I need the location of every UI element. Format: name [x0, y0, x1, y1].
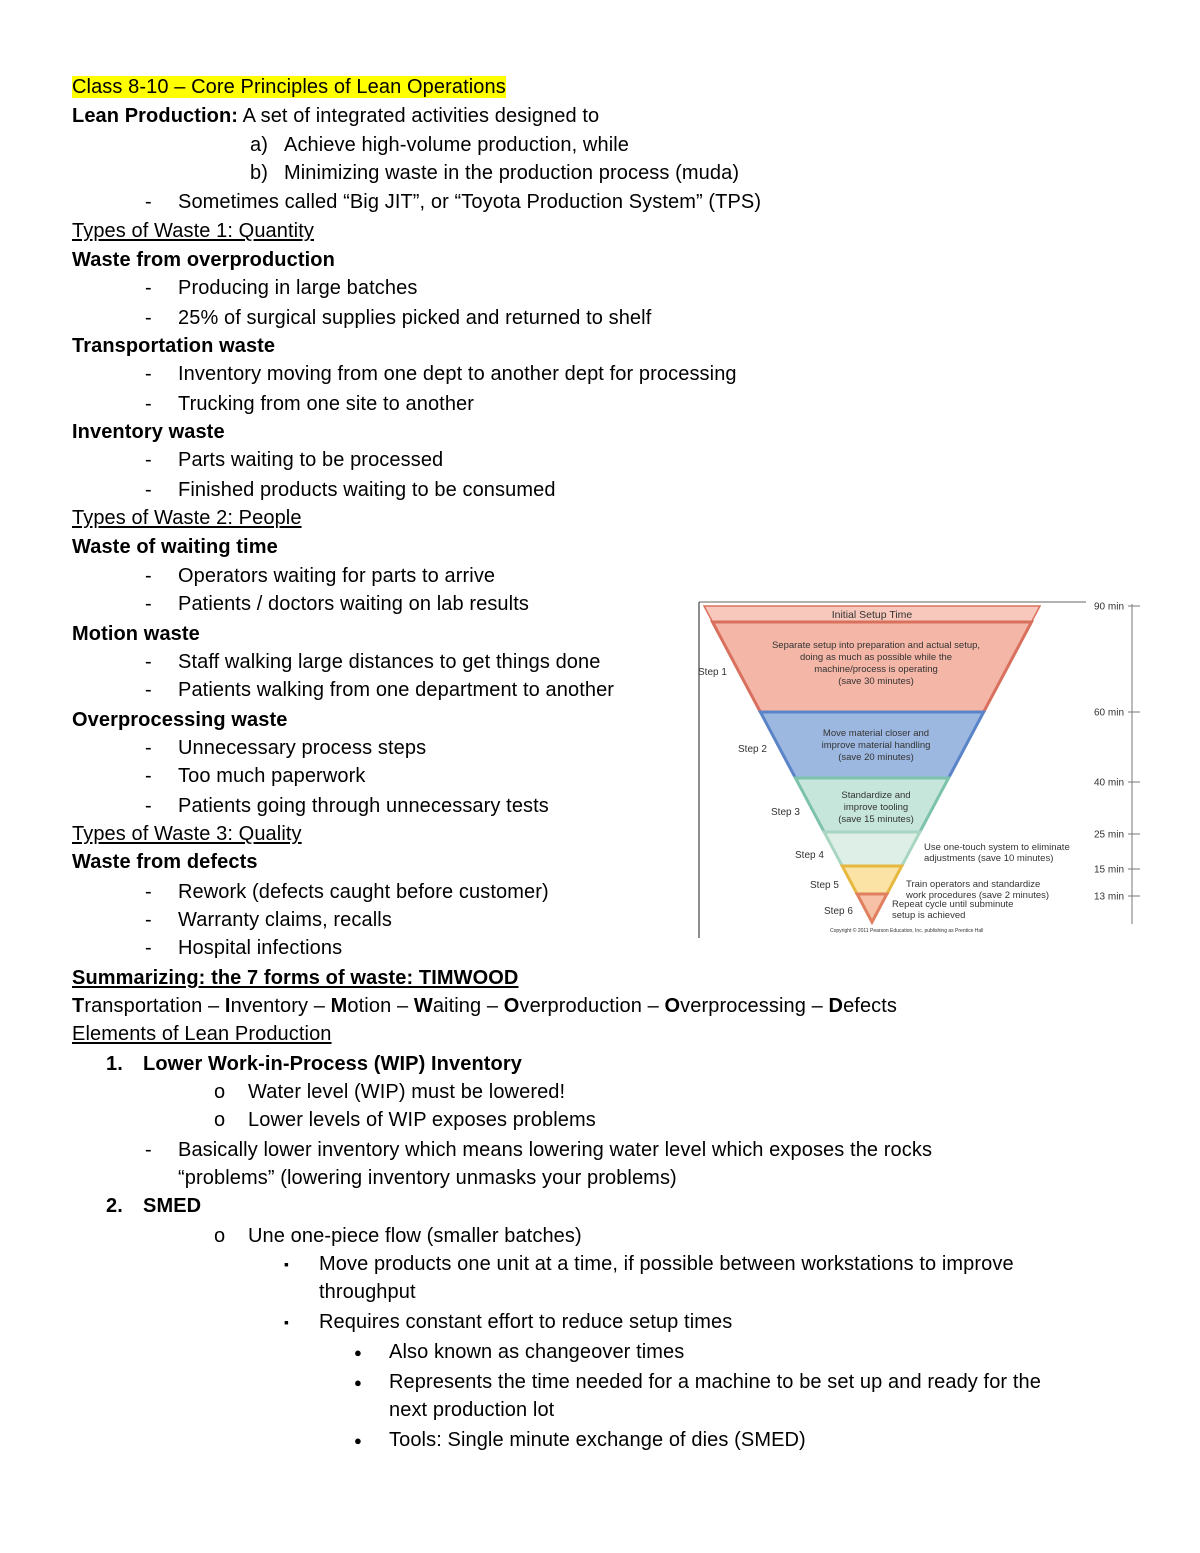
- timwood-separator: –: [202, 995, 225, 1017]
- timwood-initial: W: [413, 995, 433, 1017]
- timwood-separator: –: [481, 995, 504, 1017]
- lean-label: Lean Production:: [72, 105, 239, 127]
- dash-marker: -: [145, 307, 152, 329]
- timwood-initial: O: [664, 995, 681, 1017]
- dash-marker: -: [145, 795, 152, 817]
- timwood-line: [72, 992, 897, 1021]
- timwood-separator: –: [308, 995, 331, 1017]
- timwood-rest: nventory: [230, 995, 309, 1017]
- timwood-word: [504, 995, 642, 1017]
- step-description: Standardize and: [841, 790, 911, 801]
- lean-definition-text: A set of integrated activities designed to: [238, 105, 600, 127]
- dash-marker: -: [145, 449, 152, 471]
- step-description: machine/process is operating: [814, 664, 938, 675]
- item-text: Parts waiting to be processed: [178, 449, 444, 471]
- step-description: improve tooling: [843, 802, 909, 813]
- timwood-rest: ransportation: [84, 995, 203, 1017]
- elements-heading: Elements of Lean Production: [72, 1023, 332, 1045]
- item-text: Producing in large batches: [178, 277, 418, 299]
- timwood-separator: –: [805, 995, 829, 1017]
- step-label: Step 6: [824, 906, 853, 917]
- dot-marker: ●: [354, 1433, 362, 1448]
- item-text: Operators waiting for parts to arrive: [178, 565, 496, 587]
- note-line: Basically lower inventory which means lowering water level which exposes the rocks: [178, 1139, 933, 1161]
- element-number: 1.: [106, 1053, 123, 1075]
- step-description: adjustments (save 10 minutes): [924, 853, 1054, 864]
- step-description: Move material closer and: [822, 728, 930, 739]
- item-text: Represents the time needed for a machine to be set up and ready for the: [389, 1371, 1041, 1393]
- item-text: 25% of surgical supplies picked and returned to shelf: [178, 307, 652, 329]
- timwood-word: [665, 995, 806, 1017]
- timwood-rest: aiting: [432, 995, 482, 1017]
- item-text: Also known as changeover times: [389, 1341, 685, 1363]
- dash-marker: -: [145, 651, 152, 673]
- item-text: Tools: Single minute exchange of dies (SMED): [389, 1429, 806, 1451]
- transportation-heading: Transportation waste: [72, 335, 276, 357]
- defects-heading: Waste from defects: [72, 851, 258, 873]
- time-label: 15 min: [1093, 864, 1124, 876]
- inventory-heading: Inventory waste: [72, 421, 225, 443]
- step-band: [857, 894, 887, 922]
- step-label: Step 5: [810, 880, 839, 891]
- step-description: Use one-touch system to eliminate: [924, 842, 1070, 853]
- circle-marker: o: [214, 1225, 226, 1247]
- summary-heading: Summarizing: the 7 forms of waste: TIMWOOD: [72, 967, 519, 989]
- types2-heading: Types of Waste 2: People: [72, 507, 302, 529]
- item-text: Patients / doctors waiting on lab results: [178, 593, 529, 615]
- step-band: [842, 866, 902, 894]
- item-text: Inventory moving from one dept to another dept for processing: [178, 363, 737, 385]
- step-description: work procedures (save 2 minutes): [906, 890, 1050, 901]
- square-marker: ▪: [284, 1314, 290, 1330]
- dash-marker: -: [145, 937, 152, 959]
- step-label: Step 1: [698, 667, 727, 678]
- motion-heading: Motion waste: [72, 623, 200, 645]
- item-text-cont: throughput: [319, 1281, 416, 1303]
- timwood-rest: verproduction: [519, 995, 642, 1017]
- document-title: [72, 73, 506, 102]
- dot-marker: ●: [354, 1375, 362, 1390]
- element-title: Lower Work-in-Process (WIP) Inventory: [143, 1053, 522, 1075]
- dot-marker: ●: [354, 1345, 362, 1360]
- item-text: Patients walking from one department to another: [178, 679, 615, 701]
- dash-marker: -: [145, 565, 152, 587]
- time-label: 60 min: [1093, 707, 1124, 719]
- overprocessing-heading: Overprocessing waste: [72, 709, 288, 731]
- step-band: [824, 832, 920, 866]
- item-marker: a): [250, 134, 268, 156]
- timwood-initial: O: [503, 995, 520, 1017]
- dash-marker: -: [145, 393, 152, 415]
- waiting-heading: Waste of waiting time: [72, 536, 278, 558]
- timwood-rest: efects: [843, 995, 898, 1017]
- timwood-rest: verprocessing: [680, 995, 806, 1017]
- element-number: 2.: [106, 1195, 123, 1217]
- item-text: Trucking from one site to another: [178, 393, 475, 415]
- item-text: Lower levels of WIP exposes problems: [248, 1109, 596, 1131]
- item-text: Hospital infections: [178, 937, 343, 959]
- timwood-initial: M: [330, 995, 348, 1017]
- square-marker: ▪: [284, 1256, 290, 1272]
- item-text: Water level (WIP) must be lowered!: [248, 1081, 566, 1103]
- copyright-text: Copyright © 2011 Pearson Education, Inc. publishing as Prentice Hall: [830, 928, 984, 934]
- dash-marker: -: [145, 277, 152, 299]
- timwood-word: [72, 995, 202, 1017]
- timwood-separator: –: [391, 995, 414, 1017]
- overproduction-heading: Waste from overproduction: [72, 249, 335, 271]
- time-label: 25 min: [1093, 829, 1124, 841]
- circle-marker: o: [214, 1081, 226, 1103]
- step-description: (save 15 minutes): [838, 814, 914, 825]
- note-text: Sometimes called “Big JIT”, or “Toyota Production System” (TPS): [178, 191, 762, 213]
- step-description: (save 30 minutes): [838, 676, 914, 687]
- item-text: Move products one unit at a time, if possible between workstations to improve: [319, 1253, 1014, 1275]
- setup-reduction-diagram: [696, 598, 1140, 938]
- timwood-initial: D: [828, 995, 844, 1017]
- time-label: 40 min: [1093, 777, 1124, 789]
- note-line: “problems” (lowering inventory unmasks your problems): [178, 1167, 677, 1189]
- item-text-cont: next production lot: [389, 1399, 555, 1421]
- item-marker: b): [250, 162, 268, 184]
- step-description: Repeat cycle until subminute: [892, 899, 1014, 910]
- timwood-word: [225, 995, 308, 1017]
- timwood-initial: I: [224, 995, 231, 1017]
- dash-marker: -: [145, 881, 152, 903]
- step-description: improve material handling: [821, 740, 931, 751]
- step-label: Step 4: [795, 850, 824, 861]
- item-text: Une one-piece flow (smaller batches): [248, 1225, 582, 1247]
- item-text: Minimizing waste in the production process (muda): [284, 162, 740, 184]
- item-text: Warranty claims, recalls: [178, 909, 392, 931]
- title-highlight: Class 8-10 – Core Principles of Lean Operations: [72, 76, 506, 98]
- dash-marker: -: [145, 737, 152, 759]
- item-text: Rework (defects caught before customer): [178, 881, 549, 903]
- item-text: Staff walking large distances to get things done: [178, 651, 601, 673]
- dash-marker: -: [145, 679, 152, 701]
- step-description: setup is achieved: [892, 910, 966, 921]
- step-label: Step 3: [771, 807, 800, 818]
- types1-heading: Types of Waste 1: Quantity: [72, 220, 314, 242]
- lean-definition: [72, 102, 599, 131]
- timwood-word: [331, 995, 392, 1017]
- step-label: Step 2: [738, 744, 767, 755]
- dash-marker: -: [145, 1139, 152, 1161]
- item-text: Requires constant effort to reduce setup times: [319, 1311, 733, 1333]
- time-label: 90 min: [1093, 601, 1124, 613]
- dash-marker: -: [145, 909, 152, 931]
- item-text: Achieve high-volume production, while: [284, 134, 629, 156]
- element-title: SMED: [143, 1195, 202, 1217]
- dash-marker: -: [145, 765, 152, 787]
- dash-marker: -: [145, 191, 152, 213]
- timwood-word: [414, 995, 481, 1017]
- dash-marker: -: [145, 593, 152, 615]
- types3-heading: Types of Waste 3: Quality: [72, 823, 302, 845]
- item-text: Too much paperwork: [178, 765, 366, 787]
- initial-setup-label: Initial Setup Time: [831, 609, 913, 621]
- timwood-initial: T: [72, 995, 85, 1017]
- item-text: Unnecessary process steps: [178, 737, 427, 759]
- item-text: Patients going through unnecessary tests: [178, 795, 549, 817]
- time-label: 13 min: [1093, 891, 1124, 903]
- step-description: Train operators and standardize: [906, 879, 1041, 890]
- item-text: Finished products waiting to be consumed: [178, 479, 556, 501]
- setup-diagram-svg: [696, 598, 1140, 938]
- timwood-rest: otion: [347, 995, 392, 1017]
- step-description: (save 20 minutes): [838, 752, 914, 763]
- timwood-separator: –: [641, 995, 665, 1017]
- circle-marker: o: [214, 1109, 226, 1131]
- step-description: doing as much as possible while the: [799, 652, 953, 663]
- dash-marker: -: [145, 363, 152, 385]
- timwood-word: [829, 995, 898, 1017]
- dash-marker: -: [145, 479, 152, 501]
- step-description: Separate setup into preparation and actual setup,: [771, 640, 981, 651]
